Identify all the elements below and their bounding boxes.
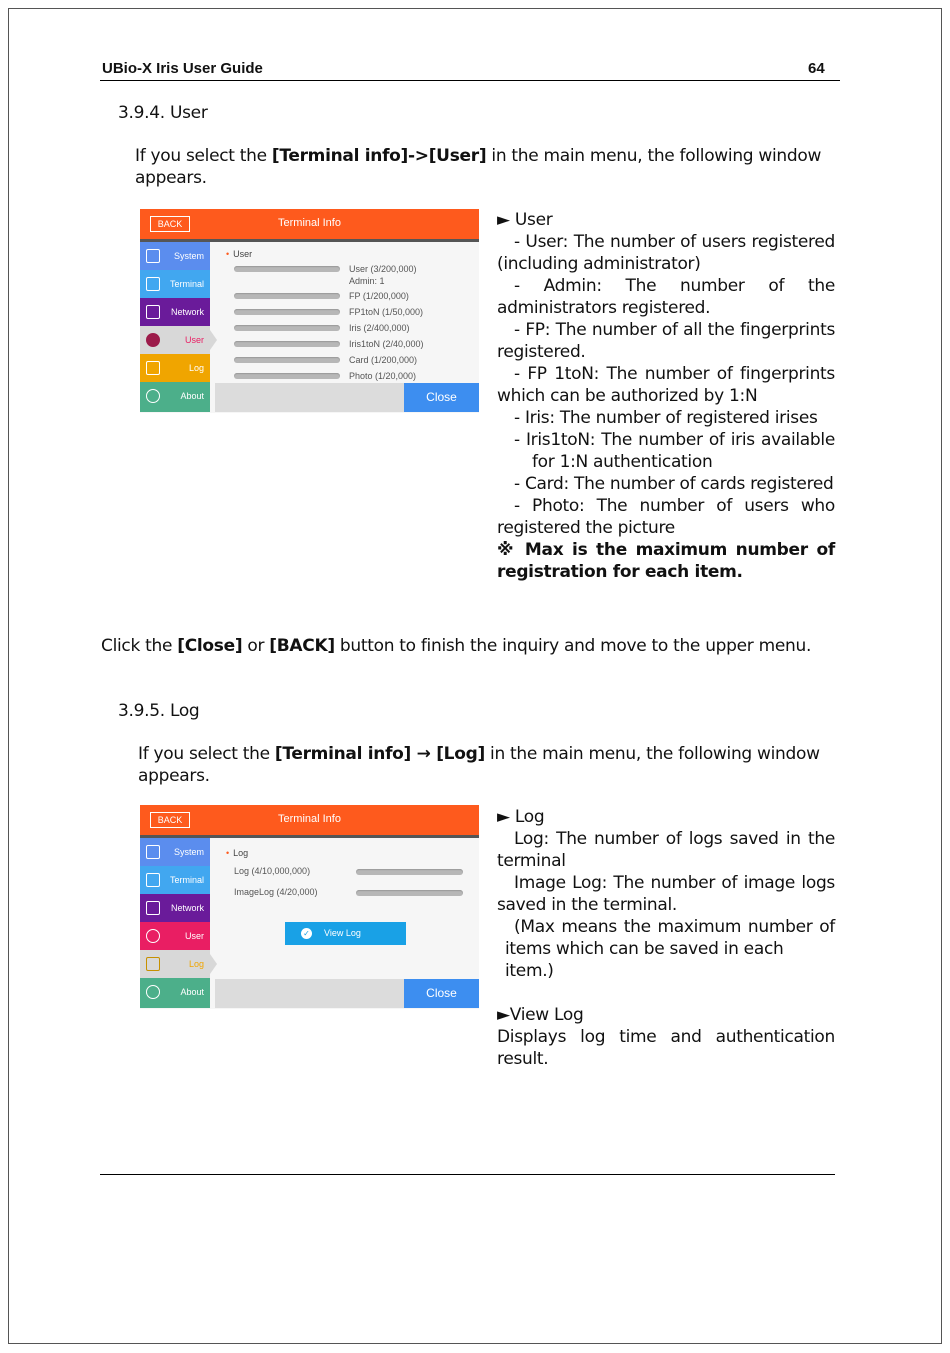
log-intro-line2: appears. <box>138 766 210 786</box>
item-iris1ton: Iris1toN (2/40,000) <box>349 339 424 349</box>
item-fp1ton: FP1toN (1/50,000) <box>349 307 424 317</box>
progress-bar <box>234 325 340 331</box>
progress-bar <box>234 293 340 299</box>
bottom-bar <box>215 979 404 1008</box>
log-section-label: • Log <box>226 848 248 858</box>
item-photo: Photo (1/20,000) <box>349 371 417 381</box>
network-icon <box>146 305 160 319</box>
section-heading-log: 3.9.5. Log <box>118 701 200 721</box>
user-description: ► User - User: The number of users registered (including administrator) - Admin: The number of the administrators registered. - FP: The number of all the fingerprints registered. - FP 1toN: The number of fingerprints which can be authorized by 1:N - Iris: The number of registered irises - Iris1toN: The number of iris available for 1:N authentication - Card: The number of cards registered - Photo: The number of users who registered the picture ※ Max is the maximum number of registration for each item. <box>497 210 835 582</box>
page-number: 64 <box>808 60 825 77</box>
section-heading-user: 3.9.4. User <box>118 103 208 123</box>
item-fp: FP (1/200,000) <box>349 291 409 301</box>
terminal-info-log-screen <box>140 805 479 1009</box>
close-button[interactable]: Close <box>404 979 479 1008</box>
log-icon <box>146 957 160 971</box>
menu-user[interactable]: User <box>140 922 210 950</box>
user-intro: If you select the [Terminal info]->[User] in the main menu, the following window <box>135 146 822 166</box>
progress-bar <box>234 357 340 363</box>
info-icon <box>146 389 160 403</box>
item-imagelog: ImageLog (4/20,000) <box>234 887 318 897</box>
menu-system[interactable]: System <box>140 838 210 866</box>
screen-title: Terminal Info <box>278 217 341 229</box>
menu-system[interactable]: System <box>140 242 210 270</box>
bottom-bar <box>215 383 404 412</box>
menu-about[interactable]: About <box>140 382 210 412</box>
info-icon <box>146 985 160 999</box>
terminal-info-user-screen <box>140 209 479 413</box>
log-description: ► Log Log: The number of logs saved in the terminal Image Log: The number of image logs saved in the terminal. (Max means the maximum number of items which can be saved in each item.) ►View Log Displays log time and authentication result. <box>497 807 835 1069</box>
item-iris: Iris (2/400,000) <box>349 323 410 333</box>
terminal-icon <box>146 277 160 291</box>
screen-title: Terminal Info <box>278 813 341 825</box>
menu-log[interactable]: Log <box>140 950 210 978</box>
view-log-button[interactable]: ✓ View Log <box>285 922 406 945</box>
back-button[interactable]: BACK <box>150 216 190 232</box>
close-instruction: Click the [Close] or [BACK] button to finish the inquiry and move to the upper menu. <box>101 636 812 656</box>
menu-about[interactable]: About <box>140 978 210 1008</box>
progress-bar <box>234 266 340 272</box>
menu-network[interactable]: Network <box>140 894 210 922</box>
network-icon <box>146 901 160 915</box>
user-intro-line2: appears. <box>135 168 207 188</box>
user-icon <box>146 929 160 943</box>
close-button[interactable]: Close <box>404 383 479 412</box>
progress-bar <box>356 869 463 875</box>
menu-user[interactable]: User <box>140 326 210 354</box>
user-icon <box>146 333 160 347</box>
footer-rule <box>100 1174 835 1175</box>
header-title: UBio-X Iris User Guide <box>102 60 263 77</box>
user-section-label: • User <box>226 249 252 259</box>
progress-bar <box>234 309 340 315</box>
header-rule <box>100 80 840 81</box>
log-icon <box>146 361 160 375</box>
system-icon <box>146 249 160 263</box>
menu-network[interactable]: Network <box>140 298 210 326</box>
system-icon <box>146 845 160 859</box>
terminal-icon <box>146 873 160 887</box>
item-user: User (3/200,000) <box>349 264 417 274</box>
progress-bar <box>234 373 340 379</box>
menu-terminal[interactable]: Terminal <box>140 270 210 298</box>
item-admin: Admin: 1 <box>349 276 385 286</box>
check-icon: ✓ <box>301 928 312 939</box>
back-button[interactable]: BACK <box>150 812 190 828</box>
progress-bar <box>356 890 463 896</box>
item-log: Log (4/10,000,000) <box>234 866 311 876</box>
progress-bar <box>234 341 340 347</box>
menu-log[interactable]: Log <box>140 354 210 382</box>
menu-terminal[interactable]: Terminal <box>140 866 210 894</box>
item-card: Card (1/200,000) <box>349 355 418 365</box>
log-intro: If you select the [Terminal info] → [Log] in the main menu, the following window <box>138 744 820 764</box>
